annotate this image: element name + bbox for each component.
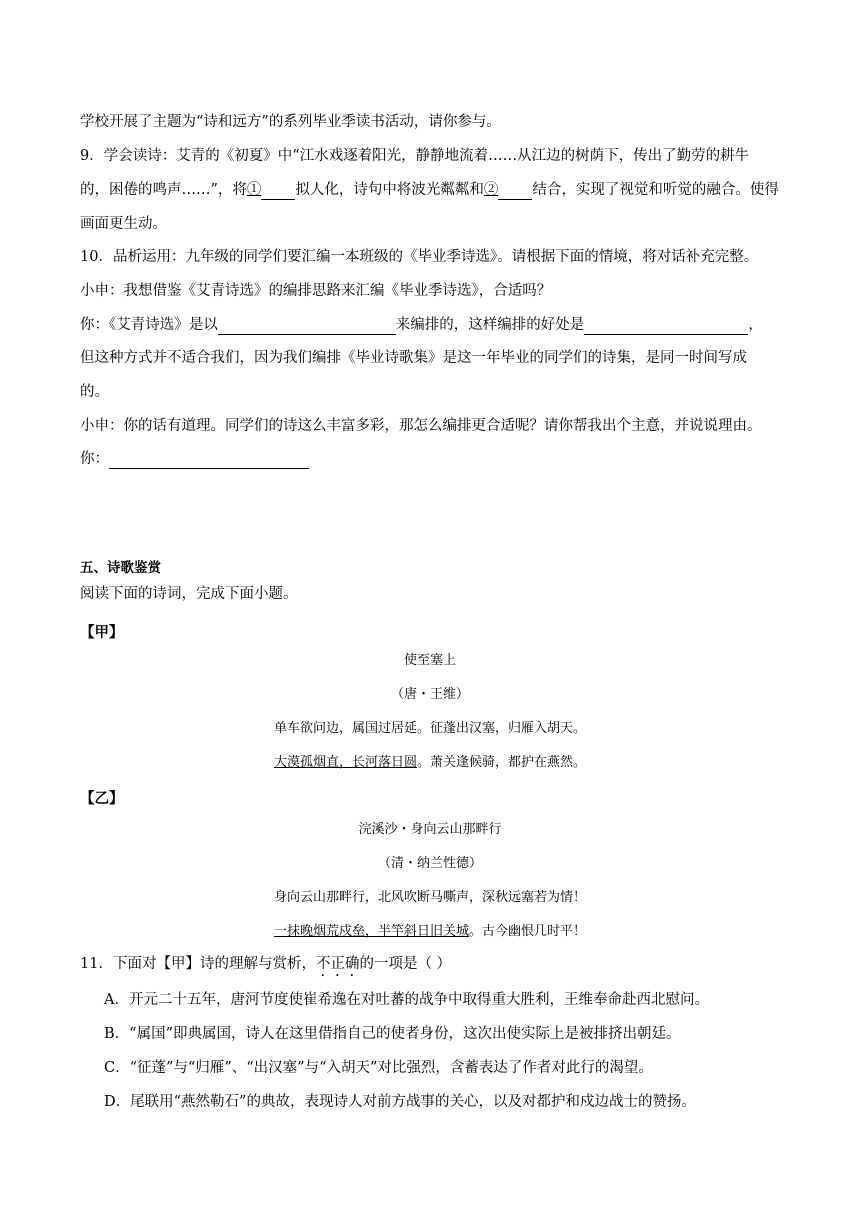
q11-option-b[interactable]: B．“属国”即典属国，诗人在这里借指自己的使者身份，这次出使实际上是被排挤出朝廷。: [104, 1026, 681, 1042]
q10-text-you: 你：: [80, 451, 109, 467]
q9-blank-2[interactable]: [498, 183, 532, 200]
q9-line-3: 画面更生动。: [80, 216, 167, 232]
q11-stem-a: 11．下面对【甲】诗的理解与赏析，: [80, 956, 316, 972]
q10-line-7: [80, 449, 309, 469]
section-instruction: 阅读下面的诗词，完成下面小题。: [80, 586, 298, 602]
q9-line-2: [80, 180, 779, 200]
q9-text-b: 拟人化，诗句中将波光粼粼和: [295, 182, 484, 198]
q10-line-6: 小申：你的话有道理。同学们的诗这么丰富多彩，那怎么编排更合适呢？请你帮我出个主意，并说说理由。: [80, 418, 762, 434]
q10-text-c: ，: [748, 317, 763, 333]
poem-a-title: 使至塞上: [403, 653, 456, 668]
poem-a-author: （唐・王维）: [390, 687, 469, 702]
section-heading: 五、诗歌鉴赏: [80, 560, 161, 576]
poem-b-author: （清・纳兰性德）: [377, 856, 482, 871]
q9-blank-1[interactable]: [261, 183, 295, 200]
poem-b-line-2: [0, 922, 860, 942]
poem-a-line-1: 单车欲问边，属国过居延。征蓬出汉塞，归雁入胡天。: [273, 721, 586, 736]
q10-text-a: 你：《艾青诗选》是以: [80, 317, 218, 333]
q10-line-4: 但这种方式并不适合我们，因为我们编排《毕业诗歌集》是这一年毕业的同学们的诗集，是同一时间写成: [80, 350, 747, 366]
q10-line-2: 小申：我想借鉴《艾青诗选》的编排思路来汇编《毕业季诗选》，合适吗？: [80, 283, 552, 299]
poem-a-line-2: [0, 753, 860, 773]
poem-b-line-2-rest: 。古今幽恨几时平！: [469, 924, 587, 939]
poem-a-underlined: 大漠孤烟直，长河落日圆: [273, 755, 417, 770]
q9-mark-2: ②: [483, 182, 499, 198]
q11-option-d[interactable]: D．尾联用“燕然勒石”的典故，表现诗人对前方战事的关心，以及对都护和戍边战士的赞扬。: [104, 1094, 696, 1110]
q9-line-1: 9．学会读诗：艾青的《初夏》中“江水戏逐着阳光，静静地流着……从江边的树荫下，传出了勤劳的耕牛: [80, 148, 750, 164]
poem-b-line-1: 身向云山那畔行，北风吹断马嘶声，深秋远塞若为情！: [273, 890, 586, 905]
q11-option-c[interactable]: C．“征蓬”与“归雁”、“出汉塞”与“入胡天”对比强烈，含蓄表达了作者对此行的渴望。: [104, 1060, 653, 1076]
q10-line-1: 10．品析运用：九年级的同学们要汇编一本班级的《毕业季诗选》。请根据下面的情境，将对话补充完整。: [80, 249, 759, 265]
q9-mark-1: ①: [246, 182, 262, 198]
q11-emphasis: 不正确: [315, 956, 360, 972]
q11-stem: [80, 954, 451, 980]
q10-line-3: [80, 315, 763, 335]
poem-a-label: 【甲】: [80, 624, 124, 641]
q10-blank-2[interactable]: [584, 318, 748, 335]
poem-b-underlined: 一抹晚烟荒戍垒，半竿斜日旧关城: [273, 924, 469, 939]
q10-text-b: 来编排的，这样编排的好处是: [395, 317, 585, 333]
intro-text: 学校开展了主题为“诗和远方”的系列毕业季读书活动，请你参与。: [80, 114, 501, 130]
q10-blank-1[interactable]: [218, 318, 396, 335]
poem-a-line-2-rest: 。萧关逢候骑，都护在燕然。: [417, 755, 587, 770]
q10-line-5: 的。: [80, 384, 109, 400]
q11-stem-b: 的一项是（ ）: [359, 956, 452, 972]
q9-text-c: 结合，实现了视觉和听觉的融合。使得: [532, 182, 779, 198]
q10-blank-3[interactable]: [109, 452, 309, 469]
poem-b-label: 【乙】: [80, 790, 124, 807]
poem-b-title: 浣溪沙・身向云山那畔行: [358, 822, 502, 837]
q11-option-a[interactable]: A．开元二十五年，唐河节度使崔希逸在对吐蕃的战争中取得重大胜利，王维奉命赴西北慰问。: [104, 992, 709, 1008]
q9-text-a: 的，困倦的鸣声……”，将: [80, 182, 247, 198]
